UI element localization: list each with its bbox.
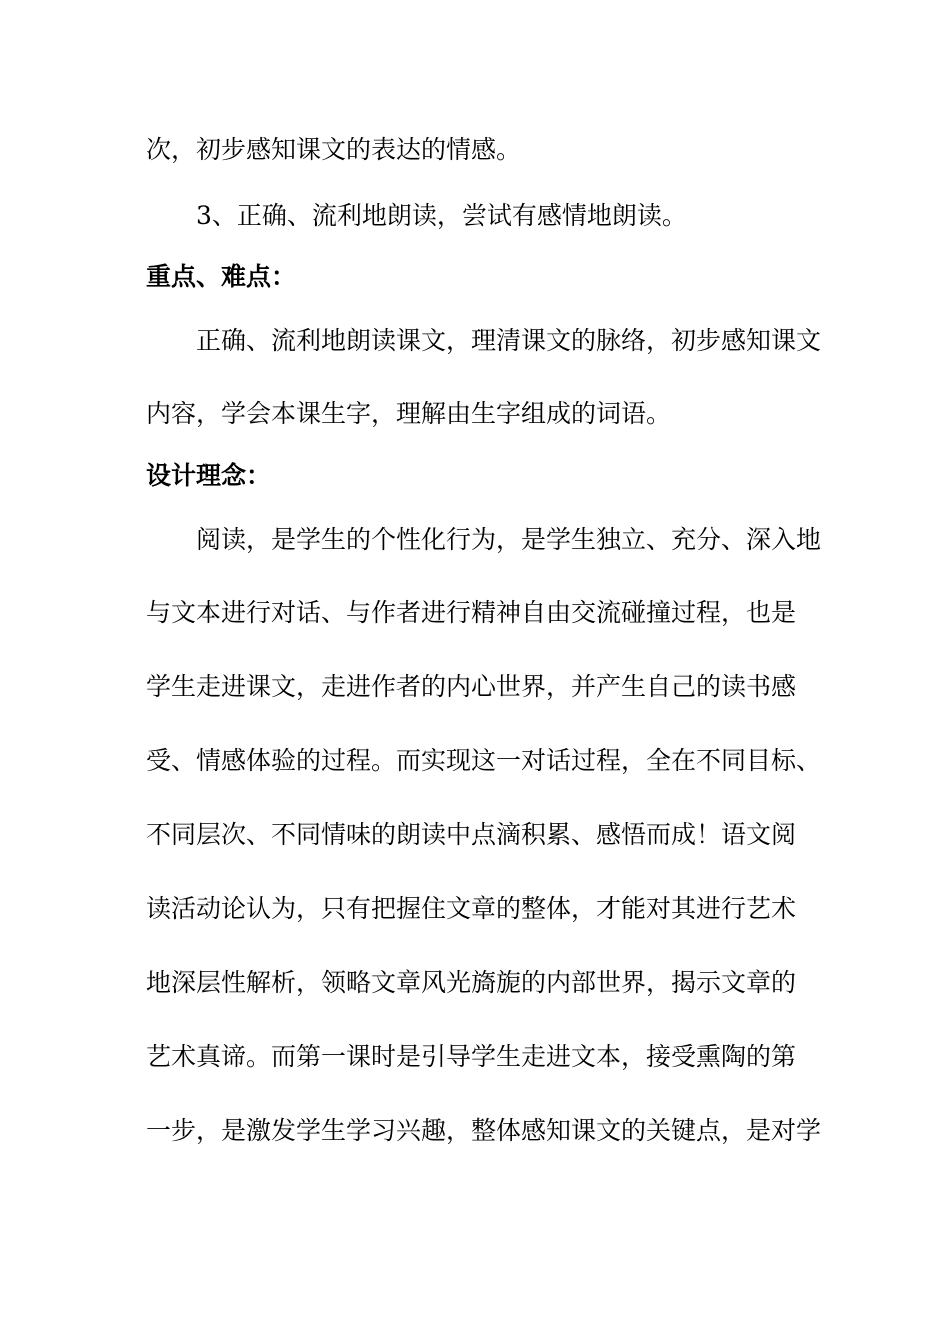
key-points-heading: 重点、难点：	[146, 262, 297, 291]
design-concept-line: 一步，是激发学生学习兴趣，整体感知课文的关键点，是对学	[146, 1116, 822, 1145]
key-points-line: 内容，学会本课生字，理解由生字组成的词语。	[146, 399, 672, 428]
design-concept-line: 不同层次、不同情味的朗读中点滴积累、感悟而成！语文阅	[146, 820, 797, 849]
design-concept-line: 学生走进课文，走进作者的内心世界，并产生自己的读书感	[146, 672, 797, 701]
design-concept-line: 阅读，是学生的个性化行为，是学生独立、充分、深入地	[196, 525, 822, 554]
design-concept-line: 读活动论认为，只有把握住文章的整体，才能对其进行艺术	[146, 894, 797, 923]
design-concept-heading: 设计理念：	[146, 461, 272, 490]
objective-line-2: 3、正确、流利地朗读，尝试有感情地朗读。	[196, 201, 687, 230]
key-points-line: 正确、流利地朗读课文，理清课文的脉络，初步感知课文	[196, 326, 822, 355]
design-concept-line: 艺术真谛。而第一课时是引导学生走进文本，接受熏陶的第	[146, 1042, 797, 1071]
design-concept-line: 与文本进行对话、与作者进行精神自由交流碰撞过程，也是	[146, 598, 797, 627]
objective-line-1: 次，初步感知课文的表达的情感。	[146, 135, 522, 164]
design-concept-line: 地深层性解析，领略文章风光旖旎的内部世界，揭示文章的	[146, 968, 797, 997]
design-concept-line: 受、情感体验的过程。而实现这一对话过程，全在不同目标、	[146, 746, 822, 775]
